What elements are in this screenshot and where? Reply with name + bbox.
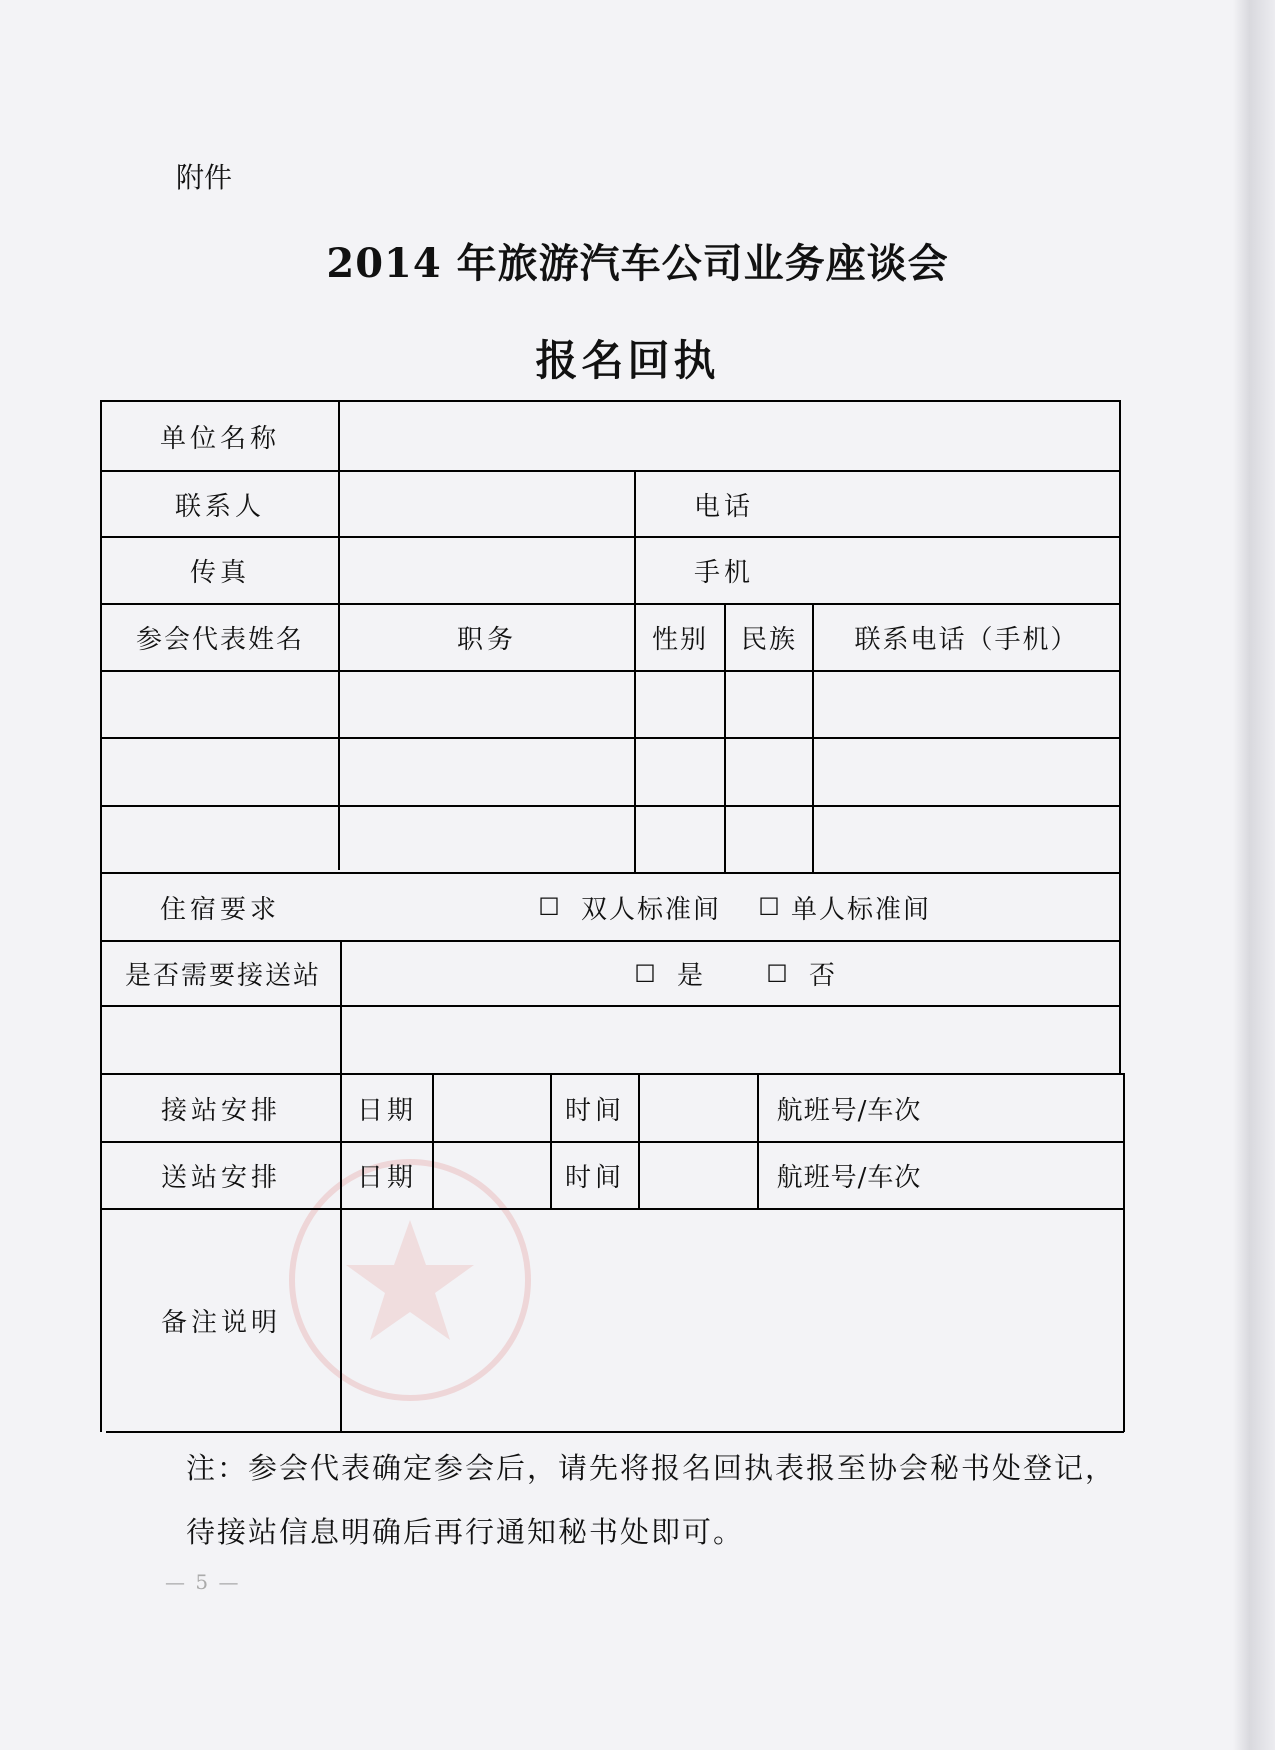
dropoff-date-label: 日期 bbox=[356, 1163, 417, 1193]
rep-row[interactable] bbox=[102, 807, 1119, 872]
page-number: — 5 — bbox=[165, 1570, 241, 1594]
single-room-label: 单人标准间 bbox=[790, 894, 931, 925]
gender-header: 性别 bbox=[651, 625, 708, 655]
dropoff-date-field[interactable] bbox=[434, 1143, 550, 1208]
pickup-date-field[interactable] bbox=[434, 1075, 550, 1141]
pickup-time-label: 时间 bbox=[564, 1095, 625, 1126]
transfer-label: 是否需要接送站 bbox=[124, 961, 321, 991]
footnote: 注：参会代表确定参会后，请先将报名回执表报至协会秘书处登记，待接站信息明确后再行通知秘书处即可。 bbox=[186, 1451, 1117, 1549]
fax-field[interactable] bbox=[340, 538, 634, 603]
pickup-label: 接站安排 bbox=[160, 1095, 281, 1126]
pickup-time-field[interactable] bbox=[640, 1075, 757, 1141]
attachment-label: 附件 bbox=[176, 161, 233, 194]
double-room-checkbox[interactable]: ☐ bbox=[538, 893, 564, 921]
transfer-yes-label: 是 bbox=[676, 961, 707, 991]
pickup-date-label: 日期 bbox=[356, 1095, 417, 1126]
accommodation-label: 住宿要求 bbox=[159, 894, 280, 925]
position-header: 职务 bbox=[456, 625, 517, 655]
rep-name-header: 参会代表姓名 bbox=[135, 625, 304, 655]
transfer-no-label: 否 bbox=[808, 961, 839, 991]
contact-label: 联系人 bbox=[174, 491, 265, 522]
transfer-no-checkbox[interactable]: ☐ bbox=[766, 959, 792, 988]
rep-row[interactable] bbox=[102, 739, 1119, 805]
transfer-yes-checkbox[interactable]: ☐ bbox=[634, 959, 660, 988]
single-room-checkbox[interactable]: ☐ bbox=[758, 893, 784, 921]
phone-label: 电话 bbox=[693, 491, 754, 522]
pickup-flight-label: 航班号/车次 bbox=[776, 1095, 922, 1126]
dropoff-label: 送站安排 bbox=[160, 1163, 281, 1193]
mobile-field[interactable] bbox=[814, 538, 1119, 603]
unit-name-field[interactable] bbox=[340, 402, 1119, 470]
page-title: 2014 年旅游汽车公司业务座谈会 bbox=[326, 240, 949, 287]
ethnicity-header: 民族 bbox=[740, 625, 797, 655]
mobile-label: 手机 bbox=[693, 558, 754, 588]
remarks-label: 备注说明 bbox=[160, 1308, 281, 1338]
unit-name-label: 单位名称 bbox=[159, 423, 280, 454]
fax-label: 传真 bbox=[189, 558, 250, 588]
rep-row[interactable] bbox=[102, 672, 1119, 737]
dropoff-time-label: 时间 bbox=[564, 1163, 625, 1193]
page-subtitle: 报名回执 bbox=[535, 336, 720, 385]
phone-field[interactable] bbox=[814, 472, 1119, 536]
double-room-label: 双人标准间 bbox=[580, 894, 721, 925]
dropoff-time-field[interactable] bbox=[640, 1143, 757, 1208]
remarks-field[interactable] bbox=[342, 1210, 1123, 1431]
contact-field[interactable] bbox=[340, 472, 634, 536]
contact-mobile-header: 联系电话（手机） bbox=[854, 625, 1079, 655]
dropoff-flight-label: 航班号/车次 bbox=[776, 1163, 922, 1193]
